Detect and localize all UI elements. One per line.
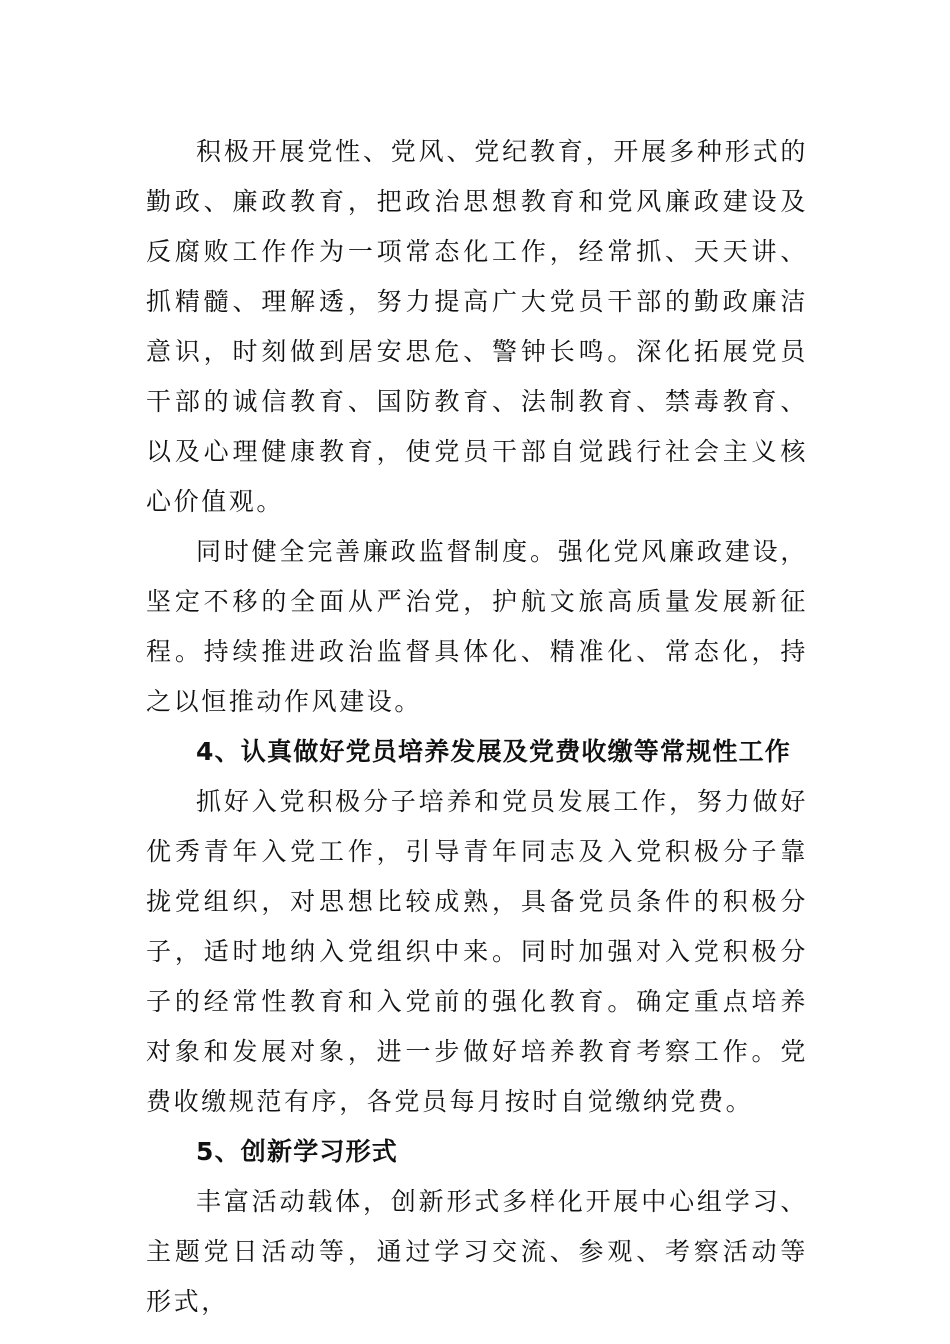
document-body xyxy=(146,127,808,1327)
paragraph-party-education: 积极开展党性、党风、党纪教育，开展多种形式的勤政、廉政教育，把政治思想教育和党风廉政建设及反腐败工作作为一项常态化工作，经常抓、天天讲、抓精髓、理解透，努力提高广大党员干部的勤政廉洁意识，时刻做到居安思危、警钟长鸣。深化拓展党员干部的诚信教育、国防教育、法制教育、禁毒教育、以及心理健康教育，使党员干部自觉践行社会主义核心价值观。 xyxy=(146,137,808,516)
section-heading-4: 4、认真做好党员培养发展及党费收缴等常规性工作 xyxy=(196,737,791,766)
paragraph-learning-forms: 丰富活动载体，创新形式多样化开展中心组学习、主题党日活动等，通过学习交流、参观、考察活动等形式， xyxy=(146,1187,808,1316)
paragraph-integrity-supervision: 同时健全完善廉政监督制度。强化党风廉政建设，坚定不移的全面从严治党，护航文旅高质量发展新征程。持续推进政治监督具体化、精准化、常态化，持之以恒推动作风建设。 xyxy=(146,537,808,716)
paragraph-member-development: 抓好入党积极分子培养和党员发展工作，努力做好优秀青年入党工作，引导青年同志及入党积极分子靠拢党组织，对思想比较成熟，具备党员条件的积极分子，适时地纳入党组织中来。同时加强对入党积极分子的经常性教育和入党前的强化教育。确定重点培养对象和发展对象，进一步做好培养教育考察工作。党费收缴规范有序，各党员每月按时自觉缴纳党费。 xyxy=(146,787,808,1116)
section-heading-5: 5、创新学习形式 xyxy=(196,1137,398,1166)
